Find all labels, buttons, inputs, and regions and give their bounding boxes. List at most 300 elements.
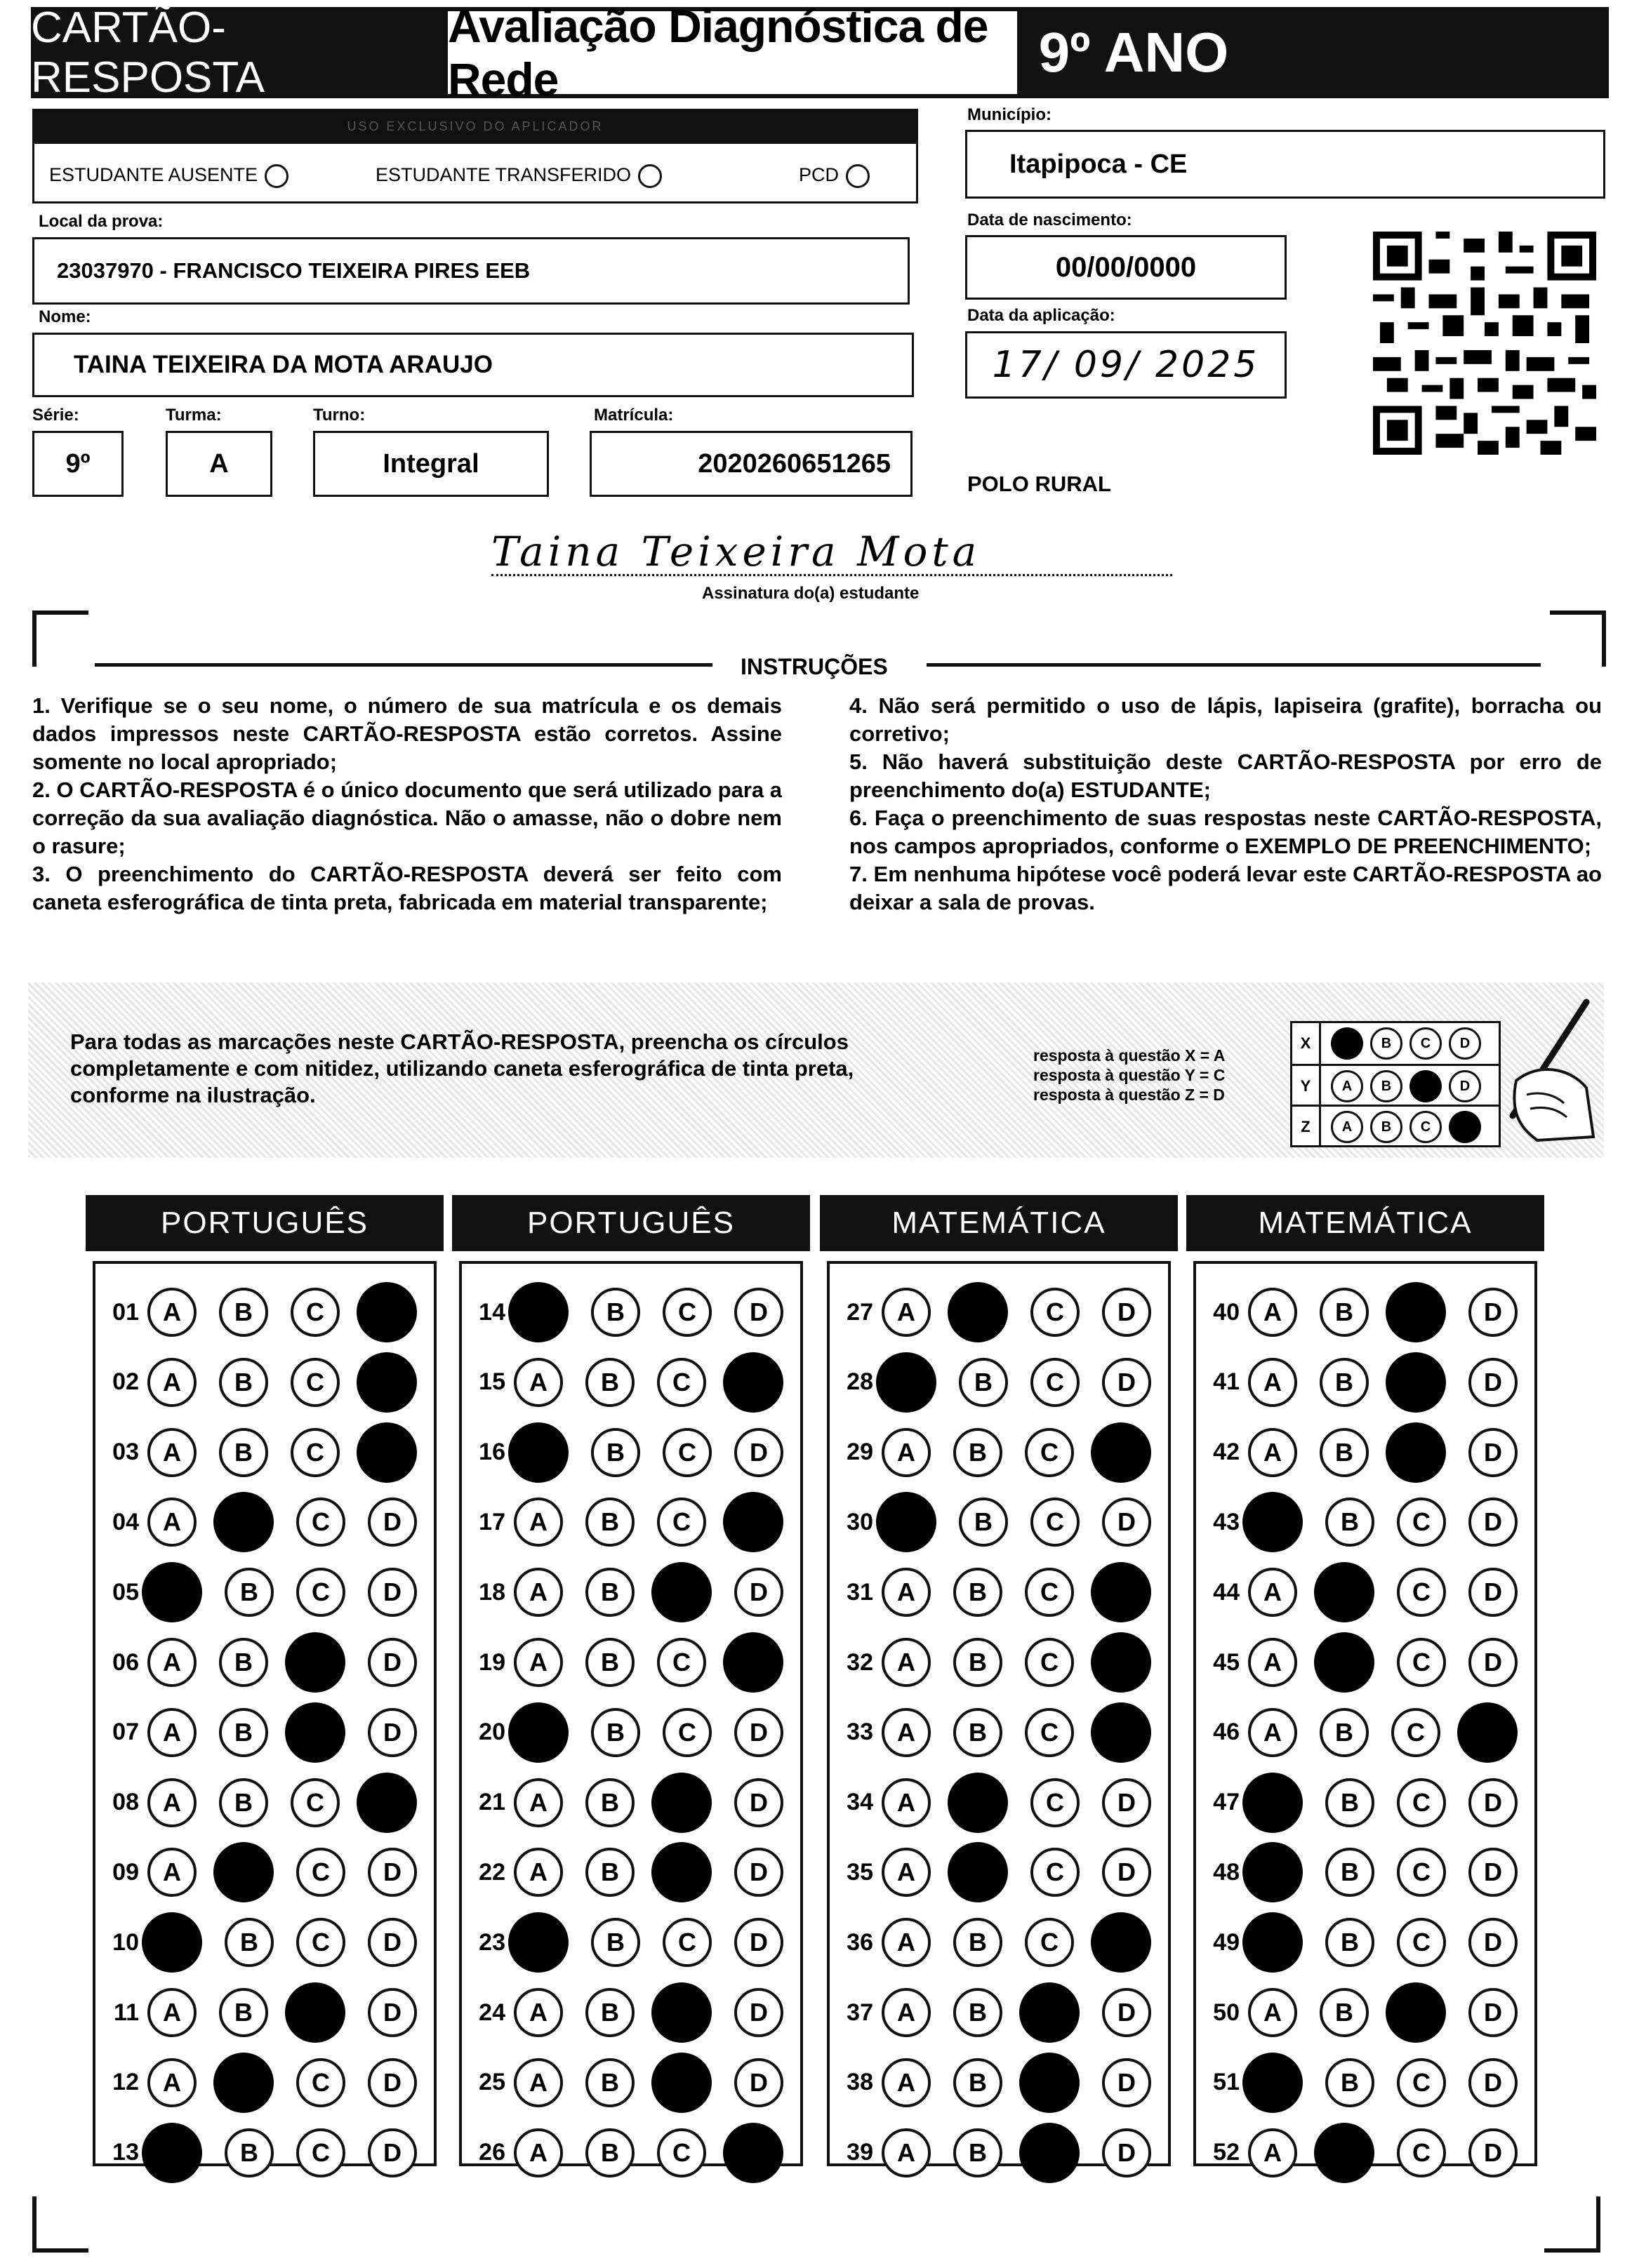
example-row-label: X	[1292, 1023, 1321, 1064]
answer-bubble-filled[interactable]	[357, 1352, 417, 1413]
answer-bubble[interactable]: D	[1102, 1988, 1151, 2037]
answer-bubble[interactable]: D	[368, 1638, 417, 1687]
nascimento-field[interactable]	[965, 235, 1287, 300]
answer-bubble-filled[interactable]	[1019, 2123, 1080, 2183]
answer-bubble[interactable]: A	[514, 1568, 563, 1617]
answer-bubble-filled[interactable]	[1242, 1842, 1303, 1902]
answer-bubble[interactable]: C	[1397, 1497, 1446, 1547]
answer-bubble[interactable]: A	[882, 1988, 931, 2037]
answer-bubble[interactable]: D	[734, 1918, 783, 1967]
question-row	[830, 1772, 1151, 1834]
answer-bubble[interactable]: D	[1468, 2058, 1518, 2107]
answer-bubble[interactable]: A	[882, 1778, 931, 1827]
instructions-left	[32, 692, 782, 916]
answer-bubble[interactable]: B	[1325, 1918, 1374, 1967]
question-number: 47	[1213, 1789, 1240, 1816]
answer-bubble[interactable]: D	[734, 1288, 783, 1337]
answer-bubble[interactable]: A	[882, 2058, 931, 2107]
municipio-field[interactable]	[965, 130, 1605, 199]
answer-bubble[interactable]: C	[296, 1918, 345, 1967]
question-row	[462, 1561, 783, 1623]
answer-bubble-filled[interactable]	[651, 1842, 712, 1902]
answer-bubble-filled[interactable]	[651, 2053, 712, 2113]
answer-bubble[interactable]: A	[514, 2058, 563, 2107]
matricula-field[interactable]	[590, 431, 913, 497]
question-number: 01	[112, 1298, 139, 1326]
answer-bubble[interactable]: D	[1468, 1497, 1518, 1547]
question-number: 39	[847, 2139, 873, 2166]
answer-bubble[interactable]: B	[219, 1428, 268, 1477]
pcd-option[interactable]	[799, 164, 870, 188]
example-text: Para todas as marcações neste CARTÃO-RESPOSTA, preencha os círculos completamente e com nitidez, utilizando caneta esferográfica de tinta preta, conforme na ilustração.	[70, 1029, 854, 1107]
question-row	[1196, 2122, 1518, 2184]
column-title: PORTUGUÊS	[452, 1195, 810, 1251]
answer-bubble[interactable]: D	[1102, 1497, 1151, 1547]
answer-bubble[interactable]: A	[882, 1428, 931, 1477]
matricula-value: 2020260651265	[698, 448, 891, 479]
answer-bubble-filled[interactable]	[723, 1352, 783, 1413]
instruction-6: 6. Faça o preenchimento de suas respostas neste CARTÃO-RESPOSTA, nos campos apropriados, conforme o EXEMPLO DE PREENCHIMENTO;	[849, 806, 1602, 858]
answer-bubble[interactable]: A	[882, 1638, 931, 1687]
answer-bubble[interactable]: C	[1025, 1638, 1074, 1687]
answer-bubble-filled[interactable]	[142, 1562, 202, 1622]
answer-bubble[interactable]: C	[1025, 1918, 1074, 1967]
answer-bubble-filled[interactable]	[651, 1982, 712, 2043]
example-bubble: D	[1449, 1070, 1481, 1102]
answer-bubble[interactable]: D	[734, 1708, 783, 1757]
answer-bubble[interactable]: D	[734, 1568, 783, 1617]
answer-bubble[interactable]: C	[291, 1428, 340, 1477]
answer-bubble-filled[interactable]	[142, 1912, 202, 1973]
answer-bubble-filled[interactable]	[1314, 1632, 1374, 1693]
answer-bubble[interactable]: C	[1397, 1778, 1446, 1827]
question-number: 04	[112, 1508, 139, 1535]
question-number: 11	[114, 1999, 139, 2026]
question-number: 06	[112, 1648, 139, 1676]
answer-bubble[interactable]: C	[1391, 1708, 1440, 1757]
answer-bubble[interactable]: B	[1325, 1778, 1374, 1827]
answer-bubble[interactable]: B	[225, 2128, 274, 2177]
answer-bubble[interactable]: A	[514, 1497, 563, 1547]
corner-bottom-left	[32, 2196, 88, 2253]
answer-bubble-filled[interactable]	[1242, 1912, 1303, 1973]
answer-bubble[interactable]: C	[1025, 1428, 1074, 1477]
example-bubble: A	[1331, 1111, 1363, 1143]
question-number: 19	[479, 1648, 505, 1676]
answer-bubble[interactable]: D	[368, 1918, 417, 1967]
question-row	[462, 1841, 783, 1903]
answer-bubble[interactable]: B	[953, 1918, 1002, 1967]
answer-bubble-filled[interactable]	[651, 1773, 712, 1833]
answer-bubble[interactable]: D	[1468, 1778, 1518, 1827]
answer-bubble[interactable]: C	[663, 1918, 712, 1967]
aplicacao-value: 17/ 09/ 2025	[992, 344, 1260, 386]
instructions-right	[849, 692, 1602, 916]
answer-bubble-filled[interactable]	[876, 1352, 936, 1413]
nome-field[interactable]	[32, 333, 914, 397]
answer-bubble[interactable]: B	[219, 1708, 268, 1757]
answer-bubble[interactable]: A	[1248, 1708, 1297, 1757]
answer-bubble-filled[interactable]	[651, 1562, 712, 1622]
question-number: 17	[479, 1508, 505, 1535]
answer-bubble-filled[interactable]	[876, 1492, 936, 1552]
answer-bubble-filled[interactable]	[1386, 1982, 1446, 2043]
answer-bubble[interactable]: B	[1320, 1708, 1369, 1757]
answer-bubble[interactable]: A	[1248, 1428, 1297, 1477]
answer-bubble[interactable]: A	[147, 1358, 197, 1407]
answer-bubble[interactable]: B	[219, 1778, 268, 1827]
answer-bubble[interactable]: A	[514, 1848, 563, 1897]
question-row	[830, 1352, 1151, 1413]
answer-bubble-filled[interactable]	[948, 1842, 1008, 1902]
turma-value: A	[209, 448, 229, 479]
answer-bubble[interactable]: D	[734, 2058, 783, 2107]
answer-bubble[interactable]: B	[953, 1988, 1002, 2037]
answer-column	[1193, 1261, 1537, 2166]
answer-bubble[interactable]: C	[1397, 2058, 1446, 2107]
question-row	[462, 2122, 783, 2184]
question-row	[462, 1281, 783, 1343]
answer-bubble[interactable]: A	[882, 1848, 931, 1897]
answer-bubble[interactable]: B	[953, 1638, 1002, 1687]
answer-bubble[interactable]: C	[657, 2128, 706, 2177]
answer-bubble-filled[interactable]	[1386, 1282, 1446, 1342]
answer-bubble[interactable]: A	[514, 1358, 563, 1407]
answer-bubble[interactable]: D	[734, 1778, 783, 1827]
answer-bubble[interactable]: D	[1468, 1288, 1518, 1337]
answer-bubble[interactable]: A	[147, 1778, 197, 1827]
question-number: 52	[1213, 2139, 1240, 2166]
answer-bubble[interactable]: B	[1325, 1497, 1374, 1547]
question-row	[95, 1702, 417, 1763]
aplicacao-field[interactable]	[965, 331, 1287, 399]
column-title: MATEMÁTICA	[820, 1195, 1178, 1251]
example-row	[1292, 1105, 1499, 1147]
question-number: 02	[112, 1368, 139, 1396]
question-number: 41	[1213, 1368, 1240, 1396]
transferred-option[interactable]	[376, 164, 662, 188]
answer-bubble[interactable]: B	[591, 1918, 640, 1967]
answer-bubble-filled[interactable]	[508, 1422, 569, 1483]
local-field[interactable]	[32, 237, 910, 305]
answer-bubble[interactable]: B	[585, 1638, 635, 1687]
answer-bubble-filled[interactable]	[1019, 2053, 1080, 2113]
answer-bubble-filled[interactable]	[1091, 1562, 1151, 1622]
answer-bubble[interactable]: B	[1320, 1358, 1369, 1407]
answer-bubble[interactable]: A	[147, 1638, 197, 1687]
question-row	[1196, 1912, 1518, 1973]
answer-bubble[interactable]: D	[368, 1497, 417, 1547]
municipio-label: Município:	[967, 105, 1051, 124]
question-row	[830, 2122, 1151, 2184]
answer-bubble-filled[interactable]	[1242, 1492, 1303, 1552]
question-number: 27	[847, 1298, 873, 1326]
turno-field[interactable]	[313, 431, 549, 497]
answer-bubble[interactable]: D	[1102, 1288, 1151, 1337]
applicator-bar-label: USO EXCLUSIVO DO APLICADOR	[347, 119, 604, 133]
answer-bubble-filled[interactable]	[213, 1842, 274, 1902]
question-number: 51	[1213, 2069, 1240, 2096]
answer-bubble[interactable]: D	[368, 1848, 417, 1897]
answer-bubble[interactable]: C	[1397, 2128, 1446, 2177]
answer-bubble[interactable]: B	[225, 1568, 274, 1617]
answer-bubble[interactable]: D	[1468, 1428, 1518, 1477]
signature-line	[491, 574, 1172, 576]
answer-bubble[interactable]: D	[1102, 1358, 1151, 1407]
question-number: 45	[1213, 1648, 1240, 1676]
answer-bubble[interactable]: A	[1248, 1288, 1297, 1337]
answer-bubble-filled[interactable]	[357, 1282, 417, 1342]
answer-bubble[interactable]: C	[296, 2058, 345, 2107]
question-row	[1196, 1841, 1518, 1903]
answer-bubble[interactable]: D	[368, 1568, 417, 1617]
answer-bubble[interactable]: C	[296, 1497, 345, 1547]
question-number: 14	[479, 1298, 505, 1326]
answer-bubble[interactable]: D	[1468, 1568, 1518, 1617]
instruction-4: 4. Não será permitido o uso de lápis, lapiseira (grafite), borracha ou corretivo;	[849, 693, 1602, 746]
instruction-2: 2. O CARTÃO-RESPOSTA é o único documento que será utilizado para a correção da sua avaliação diagnóstica. Não o amasse, não o dobre nem o rasure;	[32, 778, 782, 858]
answer-bubble-filled[interactable]	[508, 1702, 569, 1763]
answer-bubble[interactable]: D	[1102, 1848, 1151, 1897]
answer-bubble[interactable]: A	[882, 1708, 931, 1757]
answer-bubble[interactable]: C	[291, 1778, 340, 1827]
transferred-checkbox[interactable]	[638, 164, 662, 188]
answer-bubble[interactable]: D	[734, 1428, 783, 1477]
answer-bubble-filled[interactable]	[285, 1982, 345, 2043]
answer-bubble[interactable]: B	[585, 2058, 635, 2107]
answer-bubble[interactable]: B	[225, 1918, 274, 1967]
answer-bubble[interactable]: D	[1468, 1638, 1518, 1687]
answer-bubble[interactable]: B	[219, 1638, 268, 1687]
answer-bubble[interactable]: D	[734, 1988, 783, 2037]
answer-bubble[interactable]: B	[591, 1708, 640, 1757]
answer-bubble-filled[interactable]	[723, 1492, 783, 1552]
question-number: 28	[847, 1368, 873, 1396]
answer-bubble[interactable]: D	[368, 1708, 417, 1757]
answer-bubble[interactable]: B	[959, 1358, 1008, 1407]
answer-bubble-filled[interactable]	[1242, 1773, 1303, 1833]
answer-bubble[interactable]: B	[953, 2058, 1002, 2107]
answer-bubble-filled[interactable]	[1091, 1702, 1151, 1763]
answer-bubble[interactable]: D	[1468, 2128, 1518, 2177]
answer-bubble[interactable]: D	[1102, 2058, 1151, 2107]
answer-bubble[interactable]: B	[585, 1778, 635, 1827]
answer-bubble[interactable]: C	[1397, 1918, 1446, 1967]
answer-bubble[interactable]: C	[657, 1638, 706, 1687]
question-number: 33	[847, 1719, 873, 1746]
question-number: 12	[112, 2069, 139, 2096]
answer-bubble[interactable]: D	[1102, 1778, 1151, 1827]
answer-bubble[interactable]: A	[147, 1497, 197, 1547]
answer-bubble-filled[interactable]	[948, 1773, 1008, 1833]
answer-bubble[interactable]: B	[585, 1358, 635, 1407]
answer-bubble[interactable]: C	[1030, 1288, 1080, 1337]
example-legend	[1033, 1046, 1225, 1105]
answer-bubble[interactable]: A	[1248, 1358, 1297, 1407]
answer-bubble[interactable]: D	[1468, 1848, 1518, 1897]
answer-bubble[interactable]: C	[296, 1848, 345, 1897]
answer-bubble[interactable]: D	[1468, 1358, 1518, 1407]
answer-bubble-filled[interactable]	[1386, 1422, 1446, 1483]
answer-bubble-filled[interactable]	[723, 2123, 783, 2183]
answer-bubble[interactable]: B	[1325, 2058, 1374, 2107]
answer-bubble-filled[interactable]	[1457, 1702, 1518, 1763]
question-row	[1196, 1281, 1518, 1343]
answer-bubble[interactable]: A	[882, 1568, 931, 1617]
exam-title: Avaliação Diagnóstica de Rede	[446, 10, 1019, 95]
question-number: 31	[847, 1578, 873, 1606]
answer-bubble[interactable]: B	[591, 1288, 640, 1337]
answer-bubble[interactable]: B	[219, 1288, 268, 1337]
absent-label: ESTUDANTE AUSENTE	[49, 164, 258, 186]
answer-bubble[interactable]: A	[147, 1708, 197, 1757]
pcd-checkbox[interactable]	[846, 164, 870, 188]
question-number: 35	[847, 1858, 873, 1886]
answer-bubble-filled[interactable]	[1091, 1632, 1151, 1693]
question-row	[1196, 1561, 1518, 1623]
answer-bubble[interactable]: A	[1248, 1568, 1297, 1617]
answer-bubble[interactable]: D	[368, 2058, 417, 2107]
answer-bubble[interactable]: A	[882, 1918, 931, 1967]
answer-bubble[interactable]: A	[882, 1288, 931, 1337]
answer-bubble-filled[interactable]	[1242, 2053, 1303, 2113]
answer-bubble[interactable]: B	[953, 2128, 1002, 2177]
instructions-rule-right	[927, 663, 1541, 667]
question-row	[462, 1912, 783, 1973]
answer-bubble[interactable]: C	[296, 2128, 345, 2177]
answer-bubble-filled[interactable]	[508, 1282, 569, 1342]
answer-bubble-filled[interactable]	[357, 1773, 417, 1833]
answer-bubble[interactable]: A	[147, 2058, 197, 2107]
answer-bubble[interactable]: B	[585, 1988, 635, 2037]
question-number: 05	[112, 1578, 139, 1606]
question-number: 23	[479, 1928, 505, 1956]
answer-bubble[interactable]: C	[1397, 1568, 1446, 1617]
answer-bubble[interactable]: C	[1030, 1358, 1080, 1407]
answer-bubble[interactable]: A	[514, 1778, 563, 1827]
answer-bubble[interactable]: A	[147, 1428, 197, 1477]
answer-bubble[interactable]: A	[147, 1848, 197, 1897]
answer-bubble[interactable]: B	[585, 2128, 635, 2177]
answer-bubble[interactable]: B	[591, 1428, 640, 1477]
answer-bubble[interactable]: D	[734, 1848, 783, 1897]
question-number: 32	[847, 1648, 873, 1676]
answer-bubble[interactable]: C	[1397, 1638, 1446, 1687]
answer-bubble[interactable]: B	[219, 1988, 268, 2037]
answer-bubble-filled[interactable]	[357, 1422, 417, 1483]
answer-bubble[interactable]: A	[147, 1288, 197, 1337]
answer-bubble[interactable]: C	[291, 1358, 340, 1407]
question-number: 10	[112, 1928, 139, 1956]
answer-bubble-filled[interactable]	[285, 1632, 345, 1693]
turma-field[interactable]	[166, 431, 272, 497]
answer-bubble[interactable]: C	[1030, 1497, 1080, 1547]
signature-label: Assinatura do(a) estudante	[702, 584, 920, 603]
corner-bottom-right	[1544, 2196, 1600, 2253]
answer-bubble[interactable]: C	[1030, 1848, 1080, 1897]
answer-bubble[interactable]: A	[882, 2128, 931, 2177]
answer-bubble-filled[interactable]	[1091, 1912, 1151, 1973]
answer-column	[459, 1261, 803, 2166]
answer-bubble[interactable]: B	[585, 1848, 635, 1897]
answer-bubble-filled[interactable]	[285, 1702, 345, 1763]
answer-bubble[interactable]: B	[1320, 1428, 1369, 1477]
answer-bubble[interactable]: B	[219, 1358, 268, 1407]
answer-bubble[interactable]: C	[663, 1428, 712, 1477]
answer-bubble[interactable]: A	[147, 1988, 197, 2037]
qr-code-graphic	[1372, 232, 1597, 455]
question-number: 30	[847, 1508, 873, 1535]
answer-bubble[interactable]: B	[1320, 1988, 1369, 2037]
example-bubble	[1409, 1070, 1442, 1102]
answer-bubble[interactable]: B	[1325, 1848, 1374, 1897]
question-number: 15	[479, 1368, 505, 1396]
example-legend-y: resposta à questão Y = C	[1033, 1066, 1226, 1084]
answer-bubble-filled[interactable]	[1314, 2123, 1374, 2183]
answer-bubble[interactable]: B	[585, 1568, 635, 1617]
answer-bubble[interactable]: C	[657, 1497, 706, 1547]
answer-bubble[interactable]: C	[1025, 1708, 1074, 1757]
answer-bubble-filled[interactable]	[948, 1282, 1008, 1342]
answer-bubble[interactable]: C	[657, 1358, 706, 1407]
answer-bubble-filled[interactable]	[213, 2053, 274, 2113]
turno-label: Turno:	[313, 406, 366, 425]
answer-bubble[interactable]: C	[1397, 1848, 1446, 1897]
example-bubble: B	[1370, 1111, 1402, 1143]
answer-bubble[interactable]: D	[1468, 1988, 1518, 2037]
answer-bubble-filled[interactable]	[1314, 1562, 1374, 1622]
answer-bubble[interactable]: B	[953, 1708, 1002, 1757]
serie-field[interactable]	[32, 431, 124, 497]
answer-bubble[interactable]: B	[953, 1568, 1002, 1617]
answer-bubble-filled[interactable]	[213, 1492, 274, 1552]
example-bubble: B	[1370, 1027, 1402, 1060]
absent-option[interactable]	[49, 164, 288, 188]
answer-bubble[interactable]: D	[368, 1988, 417, 2037]
answer-bubble[interactable]: B	[953, 1428, 1002, 1477]
answer-bubble[interactable]: A	[1248, 1988, 1297, 2037]
answer-bubble[interactable]: C	[1030, 1778, 1080, 1827]
answer-bubble[interactable]: D	[1468, 1918, 1518, 1967]
answer-bubble[interactable]: C	[291, 1288, 340, 1337]
answer-bubble-filled[interactable]	[1091, 1422, 1151, 1483]
answer-bubble[interactable]: C	[1025, 1568, 1074, 1617]
answer-bubble[interactable]: B	[1320, 1288, 1369, 1337]
absent-checkbox[interactable]	[265, 164, 288, 188]
card-title: CARTÃO-RESPOSTA	[31, 4, 265, 102]
answer-bubble-filled[interactable]	[508, 1912, 569, 1973]
answer-bubble[interactable]: D	[368, 2128, 417, 2177]
question-row	[95, 1841, 417, 1903]
answer-bubble[interactable]: A	[514, 2128, 563, 2177]
question-number: 29	[847, 1439, 873, 1466]
answer-bubble[interactable]: C	[296, 1568, 345, 1617]
answer-bubble-filled[interactable]	[1386, 1352, 1446, 1413]
answer-bubble[interactable]: C	[663, 1708, 712, 1757]
answer-bubble[interactable]: A	[1248, 1638, 1297, 1687]
answer-bubble[interactable]: A	[1248, 2128, 1297, 2177]
answer-bubble[interactable]: D	[1102, 2128, 1151, 2177]
answer-bubble[interactable]: B	[959, 1497, 1008, 1547]
answer-bubble[interactable]: A	[514, 1988, 563, 2037]
answer-bubble-filled[interactable]	[723, 1632, 783, 1693]
question-row	[1196, 1352, 1518, 1413]
answer-bubble-filled[interactable]	[1019, 1982, 1080, 2043]
answer-bubble[interactable]: C	[663, 1288, 712, 1337]
answer-bubble[interactable]: B	[585, 1497, 635, 1547]
answer-bubble[interactable]: A	[514, 1638, 563, 1687]
answer-bubble-filled[interactable]	[142, 2123, 202, 2183]
